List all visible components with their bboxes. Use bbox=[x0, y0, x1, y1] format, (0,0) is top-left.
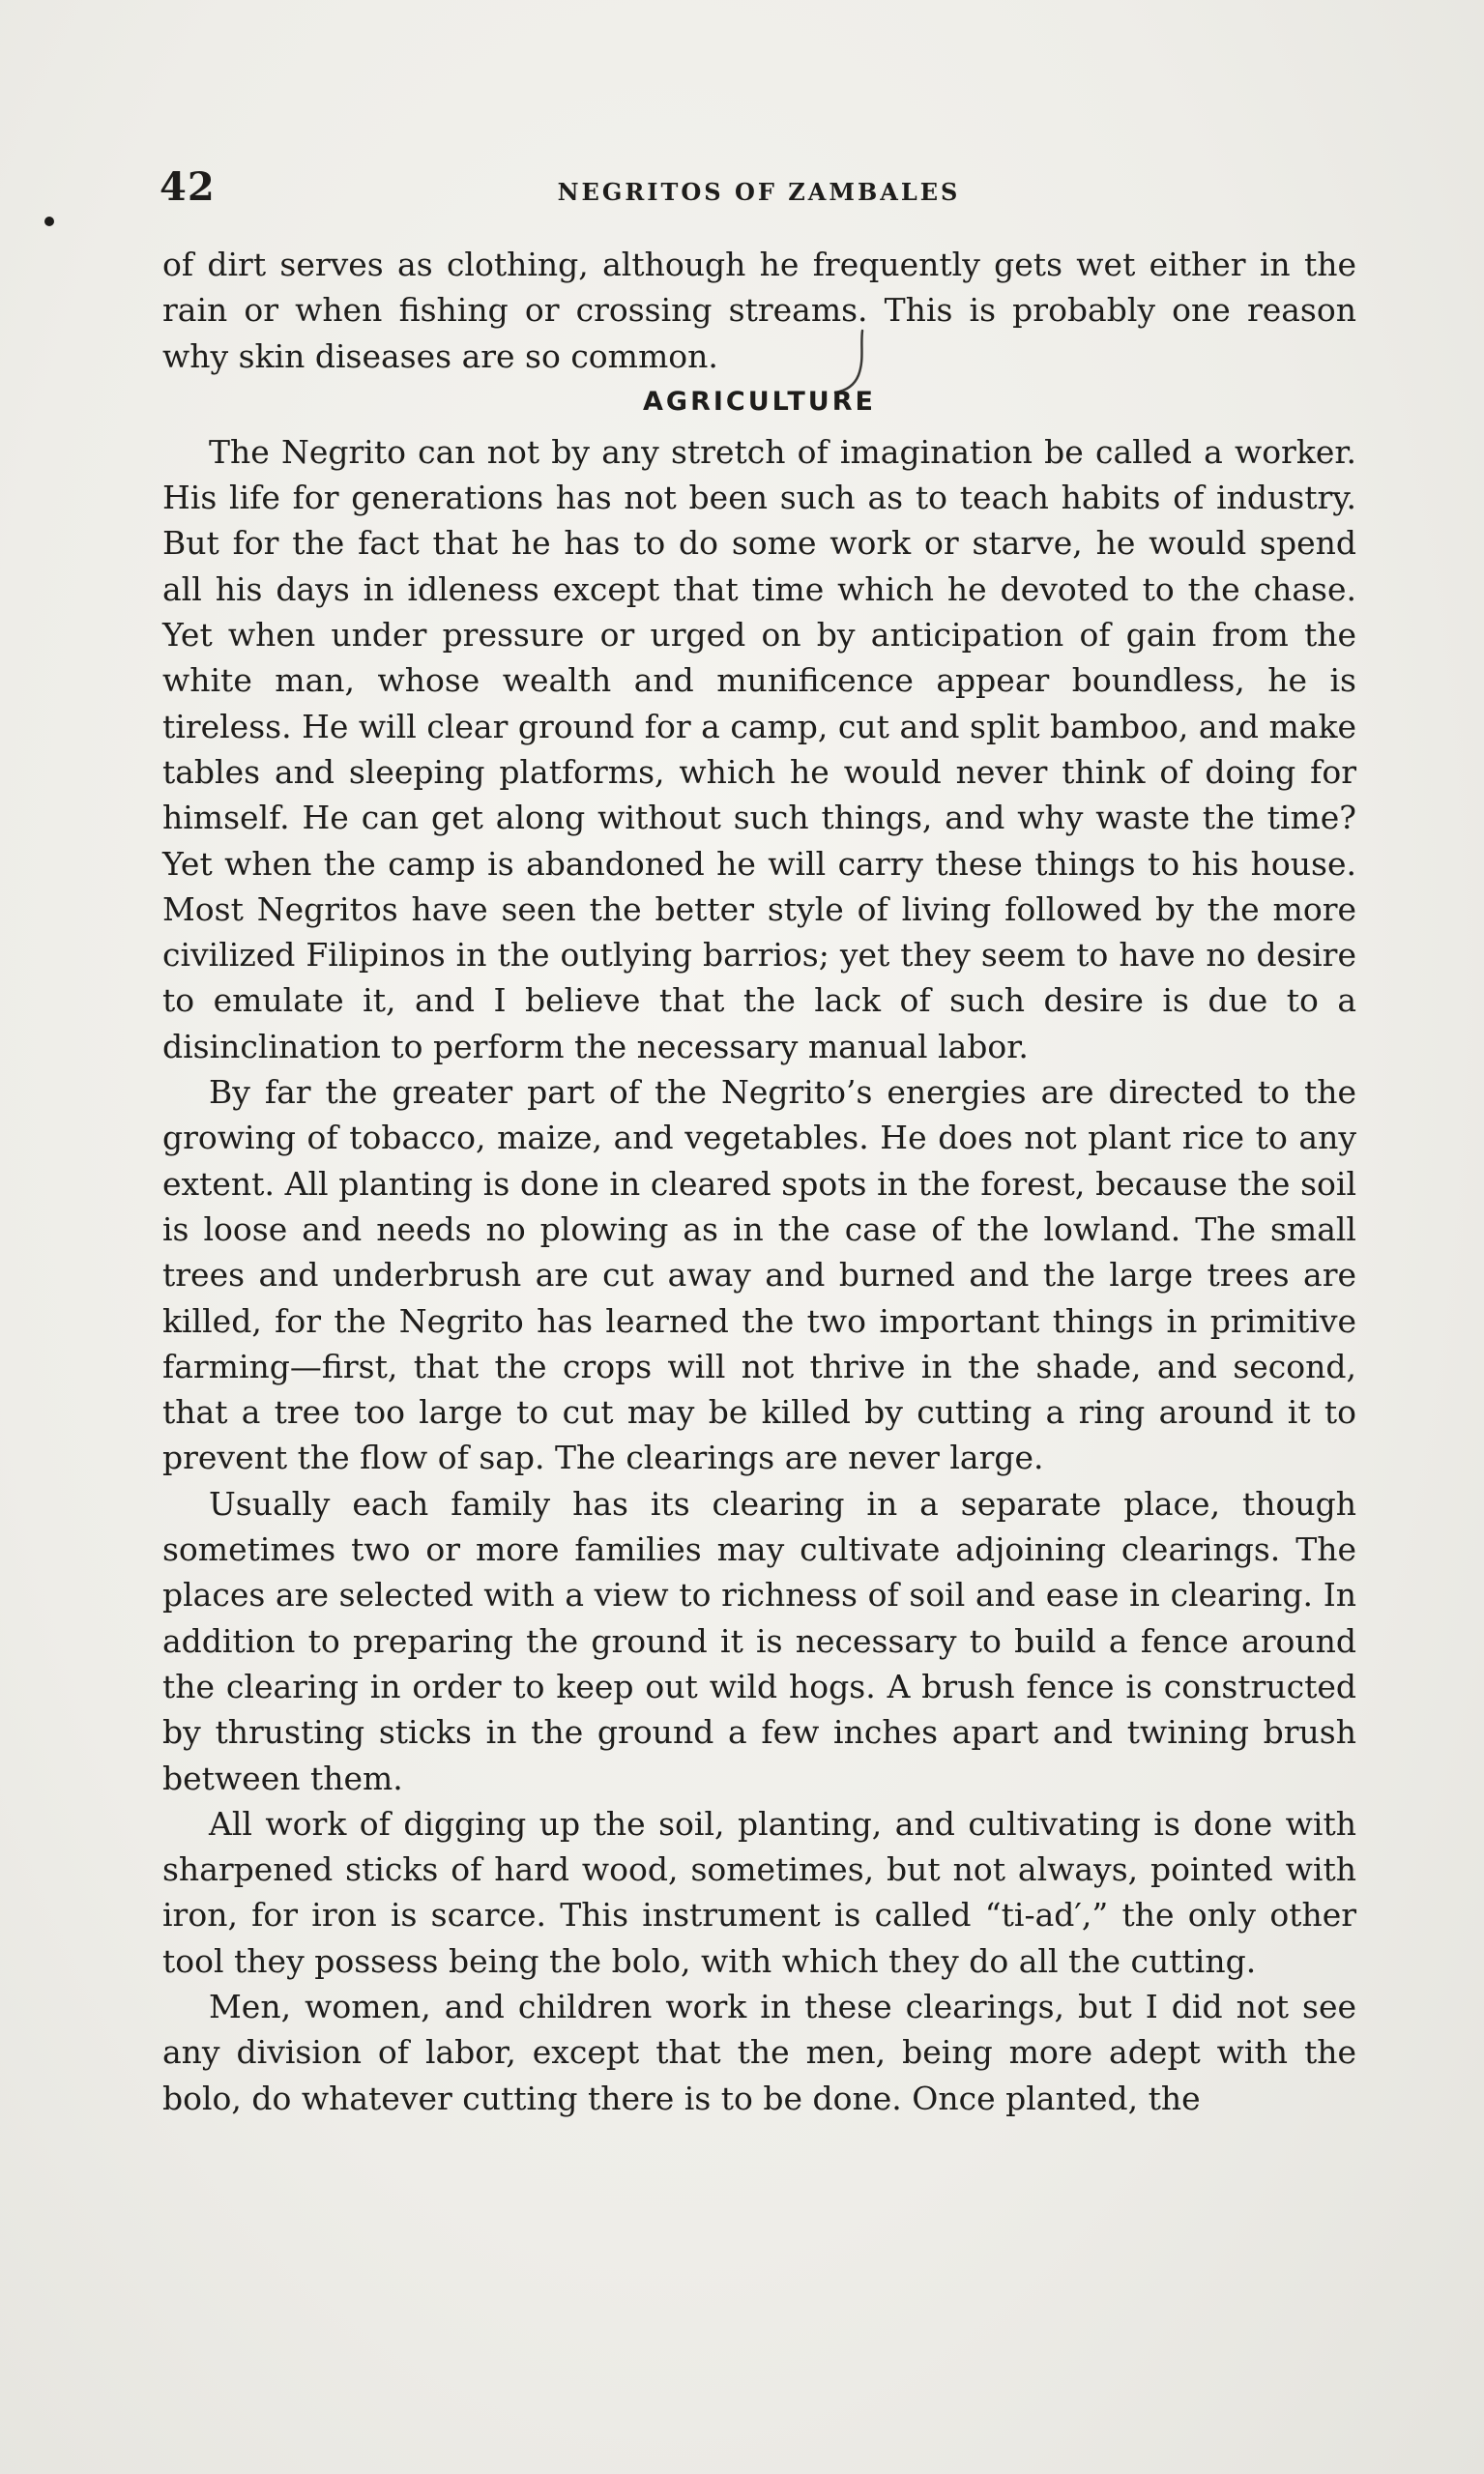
page-number: 42 bbox=[160, 164, 216, 210]
paragraph-2: By far the greater part of the Negrito’s energies are directed to the growing of tobacco, maize, and vegetables. He does not plant rice to any extent. All planting is done in cleared spots in the forest, because the soil is loose and needs no plowing as in the case of the lowland. The small trees and underbrush are cut away and burned and the large trees are killed, for the Negrito has learned the two important things in primitive farming—first, that the crops will not thrive in the shade, and second, that a tree too large to cut may be killed by cutting a ring around it to prevent the flow of sap. The clearings are never large. bbox=[162, 1073, 1356, 1477]
continuation-paragraph: of dirt serves as clothing, although he frequently gets wet either in the rain or when fishing or crossing streams. This is probably one reason why skin diseases are so common. bbox=[162, 246, 1356, 375]
paragraph-3: Usually each family has its clearing in a separate place, though sometimes two or more families may cultivate adjoining clearings. The places are selected with a view to richness of soil and ease in clearing. In addition to preparing the ground it is necessary to build a fence around the clearing in order to keep out wild hogs. A brush fence is constructed by thrusting sticks in the ground a few inches apart and twining brush between them. bbox=[162, 1484, 1356, 1797]
body-text bbox=[162, 242, 1356, 2121]
section-heading: AGRICULTURE bbox=[643, 386, 876, 417]
running-title: NEGRITOS OF ZAMBALES bbox=[557, 178, 961, 206]
ink-dot bbox=[44, 217, 54, 226]
paragraph-1: The Negrito can not by any stretch of imagination be called a worker. His life for generations has not been such as to teach habits of industry. But for the fact that he has to do some work or starve, he would spend all his days in idleness except that time which he devoted to the chase. Yet when under pressure or urged on by anticipation of gain from the white man, whose wealth and munificence appear boundless, he is tireless. He will clear ground for a camp, cut and split bamboo, and make tables and sleeping platforms, which he would never think of doing for himself. He can get along without such things, and why waste the time? Yet when the camp is abandoned he will carry these things to his house. Most Negritos have seen the better style of living followed by the more civilized Filipinos in the outlying barrios; yet they seem to have no desire to emulate it, and I believe that the lack of such desire is due to a disinclination to perform the necessary manual labor. bbox=[162, 432, 1356, 1065]
running-header bbox=[160, 164, 1358, 222]
paragraph-4: All work of digging up the soil, planting, and cultivating is done with sharpened sticks of hard wood, sometimes, but not always, pointed with iron, for iron is scarce. This instrument is called “ti-ad′,” the only other tool they possess being the bolo, with which they do all the cutting. bbox=[162, 1804, 1356, 1980]
paragraph-5: Men, women, and children work in these clearings, but I did not see any division of labor, except that the men, being more adept with the bolo, do whatever cutting there is to be done. Once planted, the bbox=[162, 1987, 1356, 2117]
